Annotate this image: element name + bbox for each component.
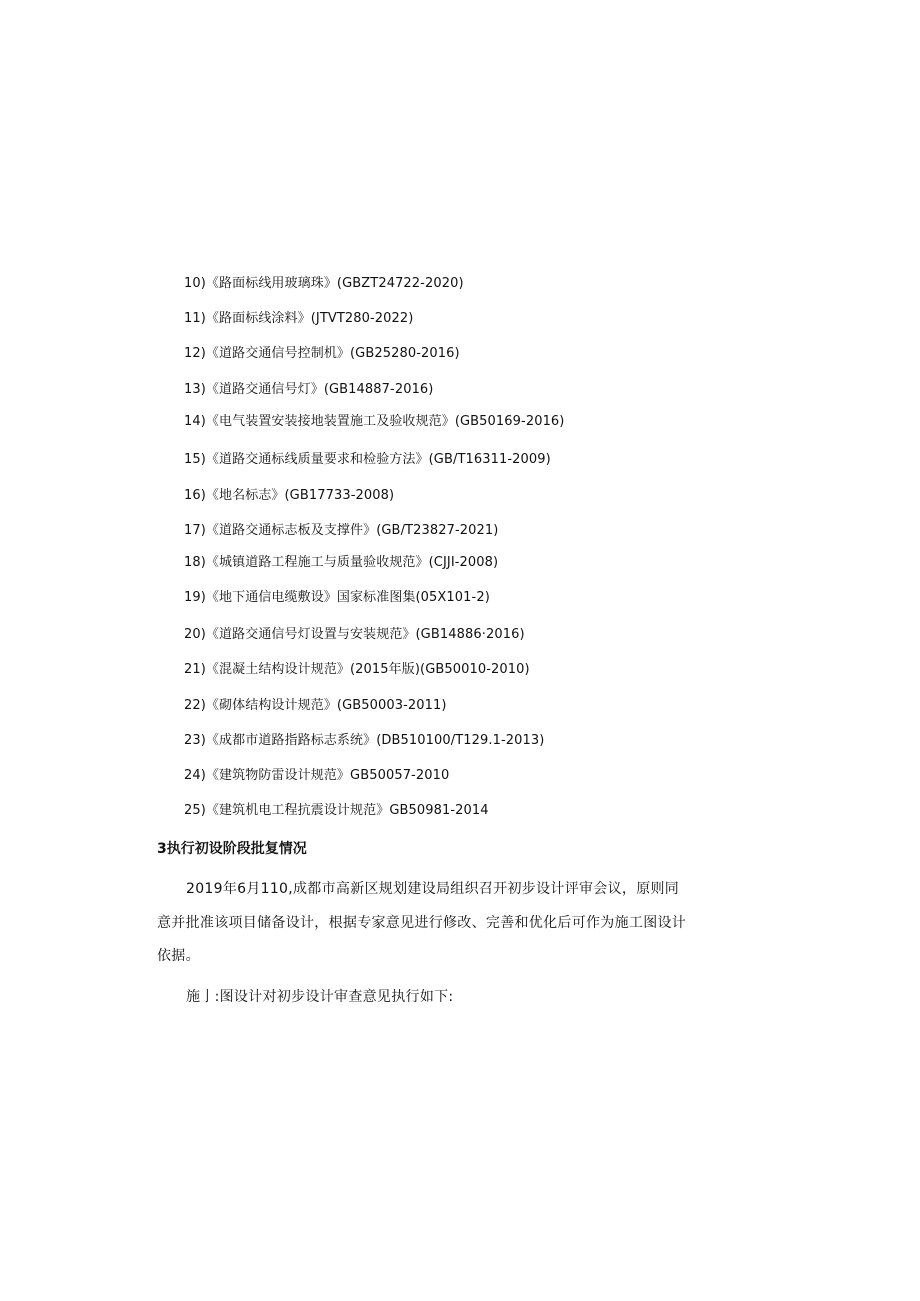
reference-item-20: 20)《道路交通信号灯设置与安装规范》(GB14886·2016) [184,627,525,642]
reference-item-18: 18)《城镇道路工程施工与质量验收规范》(CJJI-2008) [184,555,499,570]
paragraph-line-3: 依据。 [157,948,200,964]
paragraph-line-1: 2019年6月110,成都市高新区规划建设局组织召开初步设计评审会议，原则同 [186,881,680,897]
section-heading: 3执行初设阶段批复情况 [157,841,307,857]
follow-line: 施亅:图设计对初步设计审查意见执行如下: [186,989,454,1005]
reference-item-14: 14)《电气装置安装接地装置施工及验收规范》(GB50169-2016) [184,414,565,429]
reference-item-16: 16)《地名标志》(GB17733-2008) [184,488,395,503]
reference-item-25: 25)《建筑机电工程抗震设计规范》GB50981-2014 [184,803,489,818]
reference-item-17: 17)《道路交通标志板及支撑件》(GB/T23827-2021) [184,523,499,538]
reference-item-19: 19)《地下通信电缆敷设》国家标准图集(05X101-2) [184,590,490,605]
reference-item-22: 22)《砌体结构设计规范》(GB50003-2011) [184,698,447,713]
paragraph-line-2: 意并批准该项目储备设计，根据专家意见进行修改、完善和优化后可作为施工图设计 [157,915,687,931]
reference-item-24: 24)《建筑物防雷设计规范》GB50057-2010 [184,768,450,783]
reference-item-11: 11)《路面标线涂料》(JTVT280-2022) [184,311,414,326]
reference-item-13: 13)《道路交通信号灯》(GB14887-2016) [184,382,434,397]
reference-item-21: 21)《混凝土结构设计规范》(2015年版)(GB50010-2010) [184,662,530,677]
reference-item-10: 10)《路面标线用玻璃珠》(GBZT24722-2020) [184,276,464,291]
reference-item-12: 12)《道路交通信号控制机》(GB25280-2016) [184,346,460,361]
reference-item-23: 23)《成都市道路指路标志系统》(DB510100/T129.1-2013) [184,733,545,748]
reference-item-15: 15)《道路交通标线质量要求和检验方法》(GB/T16311-2009) [184,452,551,467]
